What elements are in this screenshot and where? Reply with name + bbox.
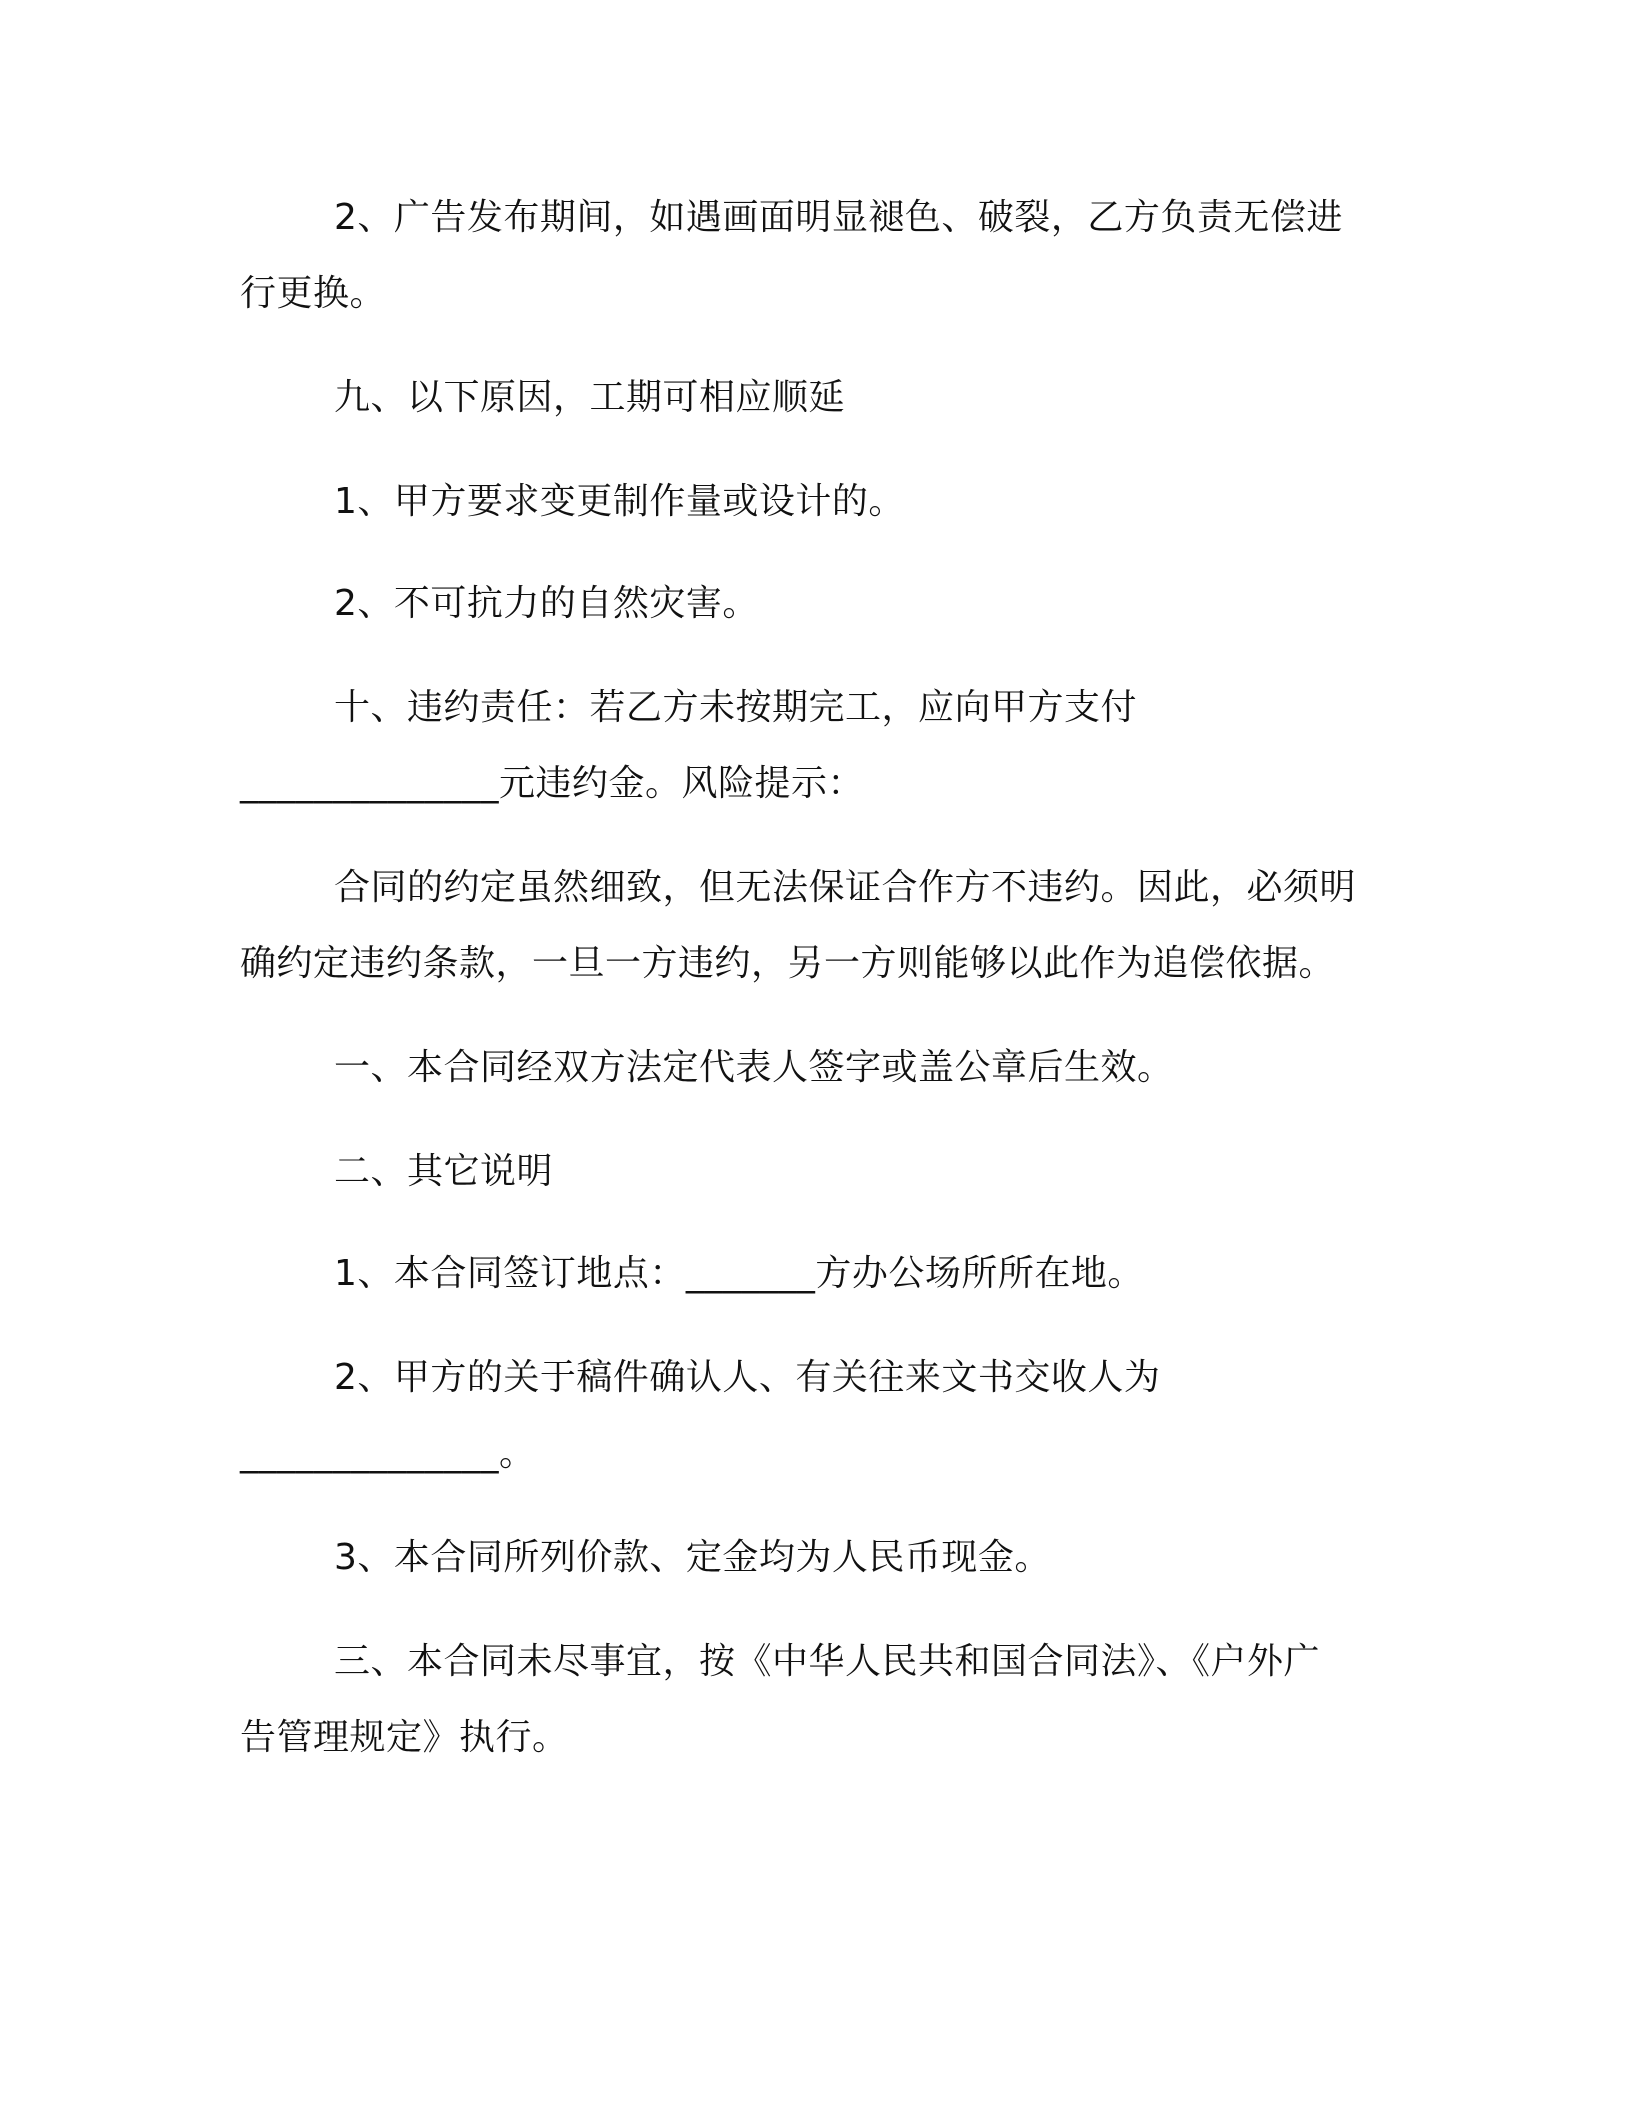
section-heading: 二、其它说明 bbox=[334, 1151, 554, 1192]
paragraph-line: 行更换。 bbox=[240, 273, 387, 314]
paragraph-line: ______________。 bbox=[240, 1433, 536, 1474]
section-heading: 一、本合同经双方法定代表人签字或盖公章后生效。 bbox=[334, 1047, 1174, 1088]
paragraph-line: ______________元违约金。风险提示： bbox=[240, 763, 865, 804]
paragraph-line: 2、甲方的关于稿件确认人、有关往来文书交收人为 bbox=[334, 1357, 1161, 1398]
paragraph-line: 1、甲方要求变更制作量或设计的。 bbox=[334, 481, 905, 522]
section-heading: 九、以下原因，工期可相应顺延 bbox=[334, 377, 846, 418]
paragraph-line: 确约定违约条款，一旦一方违约，另一方则能够以此作为追偿依据。 bbox=[240, 943, 1336, 984]
paragraph-line: 合同的约定虽然细致，但无法保证合作方不违约。因此，必须明 bbox=[334, 867, 1357, 908]
paragraph-line: 2、不可抗力的自然灾害。 bbox=[334, 583, 759, 624]
paragraph-line: 告管理规定》执行。 bbox=[240, 1717, 569, 1758]
section-heading: 三、本合同未尽事宜，按《中华人民共和国合同法》、《户外广 bbox=[334, 1641, 1321, 1682]
paragraph-line: 2、广告发布期间，如遇画面明显褪色、破裂，乙方负责无偿进 bbox=[334, 197, 1343, 238]
paragraph-line: 3、本合同所列价款、定金均为人民币现金。 bbox=[334, 1537, 1051, 1578]
paragraph-line: 1、本合同签订地点：_______方办公场所所在地。 bbox=[334, 1253, 1144, 1294]
section-heading: 十、违约责任：若乙方未按期完工，应向甲方支付 bbox=[334, 687, 1138, 728]
